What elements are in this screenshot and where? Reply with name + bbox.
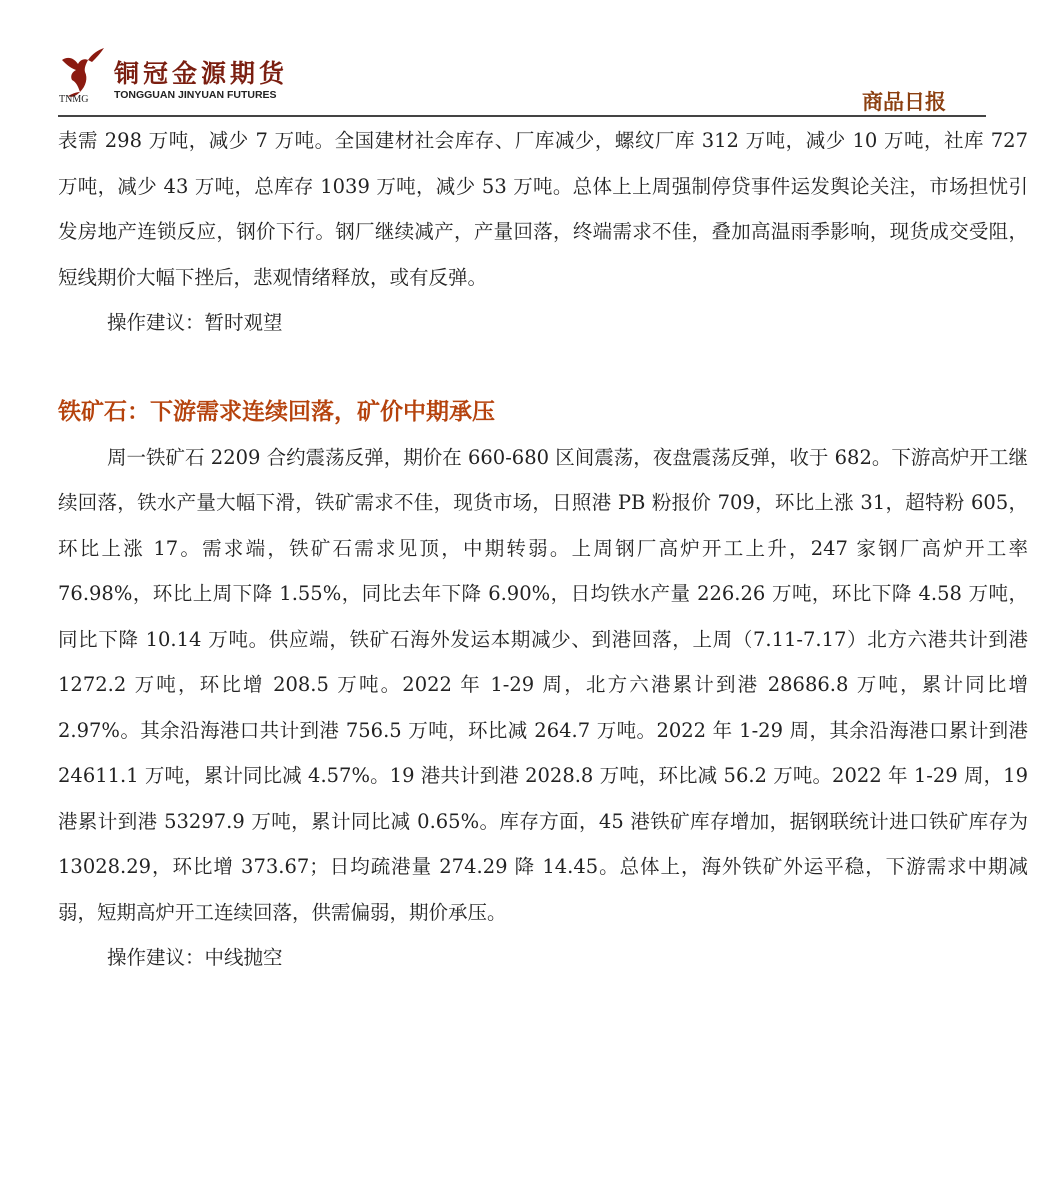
iron-ore-paragraph: 周一铁矿石 2209 合约震荡反弹，期价在 660-680 区间震荡，夜盘震荡反弹，收于 682。下游高炉开工继续回落，铁水产量大幅下滑，铁矿需求不佳，现货市场，日照港 PB 粉报价 709，环比上涨 31，超特粉 605，环比上涨 17。需求端，铁矿石需求见顶，中期转弱。上周钢厂高炉开工上升，247 家钢厂高炉开工率 76.98%，环比上周下降 1.55%，同比去年下降 6.90%，日均铁水产量 226.26 万吨，环比下降 4.58 万吨，同比下降 10.14 万吨。供应端，铁矿石海外发运本期减少、到港回落，上周（7.11-7.17）北方六港共计到港 1272.2 万吨，环比增 208.5 万吨。2022 年 1-29 周，北方六港累计到港 28686.8 万吨，累计同比增 2.97%。其余沿海港口共计到港 756.5 万吨，环比减 264.7 万吨。2022 年 1-29 周，其余沿海港口累计到港 24611.1 万吨，累计同比减 4.57%。19 港共计到港 2028.8 万吨，环比减 56.2 万吨。2022 年 1-29 周，19 港累计到港 53297.9 万吨，累计同比减 0.65%。库存方面，45 港铁矿库存增加，据钢联统计进口铁矿库存为 13028.29，环比增 373.67；日均疏港量 274.29 降 14.45。总体上，海外铁矿外运平稳，下游需求中期减弱，短期高炉开工连续回落，供需偏弱，期价承压。 xyxy=(58,445,1028,924)
company-name-cn: 铜冠金源期货 xyxy=(114,59,289,88)
steel-section xyxy=(58,118,1028,346)
steel-advice: 操作建议：暂时观望 xyxy=(107,311,283,334)
page-header xyxy=(58,42,986,118)
report-type-label: 商品日报 xyxy=(862,90,946,114)
report-body xyxy=(58,118,1028,981)
company-logo xyxy=(58,42,318,108)
iron-ore-advice: 操作建议：中线抛空 xyxy=(107,946,283,969)
company-name-en: TONGGUAN JINYUAN FUTURES xyxy=(114,89,277,101)
iron-ore-section xyxy=(58,390,1028,981)
iron-ore-heading: 铁矿石：下游需求连续回落，矿价中期承压 xyxy=(58,398,495,425)
steel-paragraph: 表需 298 万吨，减少 7 万吨。全国建材社会库存、厂库减少，螺纹厂库 312 万吨，减少 10 万吨，社库 727 万吨，减少 43 万吨，总库存 1039 万吨，减少 53 万吨。总体上上周强制停贷事件运发舆论关注，市场担忧引发房地产连锁反应，钢价下行。钢厂继续减产，产量回落，终端需求不佳，叠加高温雨季影响，现货成交受阻，短线期价大幅下挫后，悲观情绪释放，或有反弹。 xyxy=(58,129,1028,289)
header-divider xyxy=(58,115,986,117)
logo-abbreviation: TNMG xyxy=(59,94,89,105)
